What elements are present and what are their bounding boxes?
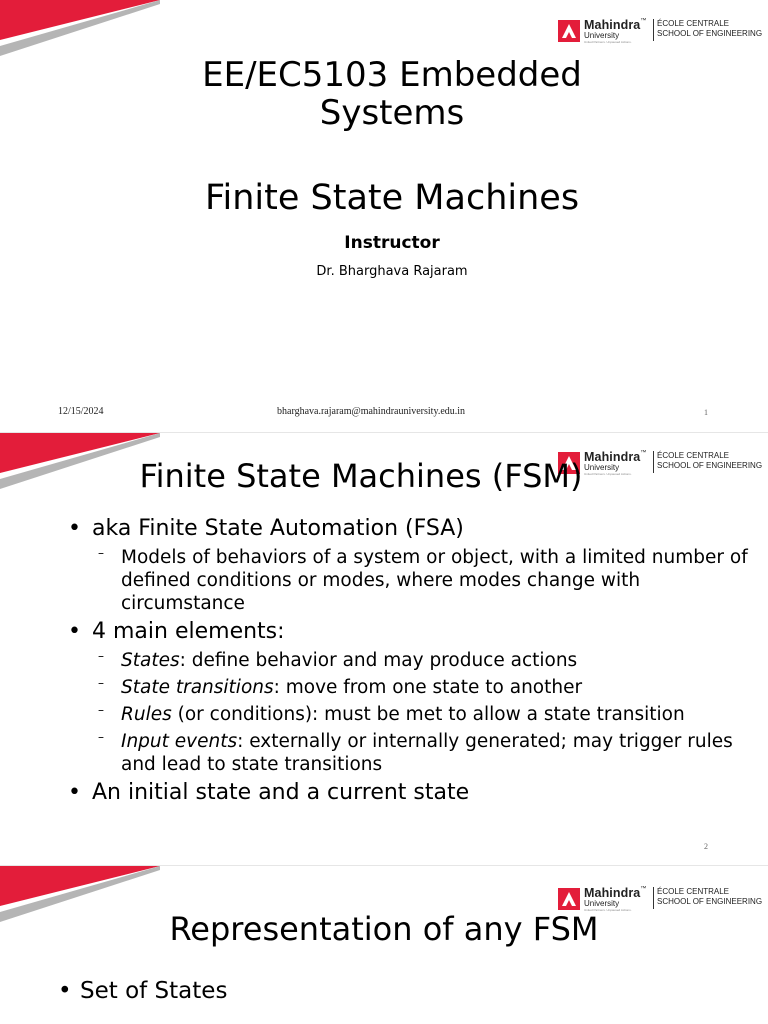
sub-list-item: – Input events: externally or internally generated; may trigger rules and lead to state transitions xyxy=(92,730,748,776)
logo-brand: Mahindra™ xyxy=(584,886,647,900)
logo-tagline: United Partners. Unpaused Actions. xyxy=(584,908,632,912)
sub-list-item: – Models of behaviors of a system or object, with a limited number of defined conditions or modes, where modes change with circumstance xyxy=(92,546,748,615)
slide-1 xyxy=(0,0,768,432)
sub-list-item: – Rules (or conditions): must be met to allow a state transition xyxy=(92,703,748,726)
logo-university: University xyxy=(584,31,620,40)
logo-divider xyxy=(653,887,654,909)
logo-brand: Mahindra™ xyxy=(584,450,647,464)
slide-title: Finite State Machines (FSM) xyxy=(139,457,583,495)
dash-icon: – xyxy=(98,676,104,690)
list-item: • 4 main elements: – States: define behavior and may produce actions – State transitions: move from one state to another – Rules (or conditions): must be met to allow a state transition – Input events: externally or internally generated; may trigger rules and lead to state transitions xyxy=(68,619,748,776)
logo-university: University xyxy=(584,463,620,472)
mahindra-logo-icon xyxy=(558,20,580,42)
footer-date: 12/15/2024 xyxy=(58,406,104,417)
list-item: • An initial state and a current state xyxy=(68,780,470,805)
logo-tagline: United Partners. Unpaused Actions. xyxy=(584,40,632,44)
instructor-name: Dr. Bharghava Rajaram xyxy=(316,264,468,279)
course-title: EE/EC5103 Embedded Systems xyxy=(202,55,582,133)
bullet-icon: • xyxy=(58,978,72,1004)
sub-list xyxy=(92,649,748,776)
logo-university: University xyxy=(584,899,620,908)
logo-brand: Mahindra™ xyxy=(584,18,647,32)
corner-red-stripe xyxy=(0,866,160,906)
dash-icon: – xyxy=(98,546,104,560)
corner-red-stripe xyxy=(0,0,160,40)
lecture-title: Finite State Machines xyxy=(204,178,580,218)
sub-list-item: – State transitions: move from one state to another xyxy=(92,676,748,699)
university-logo xyxy=(558,16,763,46)
slide-3 xyxy=(0,866,768,1024)
list-item: • Set of States xyxy=(58,978,228,1004)
instructor-label: Instructor xyxy=(344,233,440,253)
bullet-icon: • xyxy=(68,780,81,805)
dash-icon: – xyxy=(98,730,104,744)
logo-divider xyxy=(653,19,654,41)
corner-decoration xyxy=(0,0,160,60)
slide-2 xyxy=(0,433,768,865)
list-item: • aka Finite State Automation (FSA) – Models of behaviors of a system or object, with a limited number of defined conditions or modes, where modes change with circumstance xyxy=(68,516,748,614)
page-number: 2 xyxy=(704,842,708,851)
dash-icon: – xyxy=(98,649,104,663)
bullet-list xyxy=(68,516,748,808)
logo-tagline: United Partners. Unpaused Actions. xyxy=(584,472,632,476)
mahindra-logo-icon xyxy=(558,888,580,910)
sub-list-item: – States: define behavior and may produce actions xyxy=(92,649,748,672)
bullet-icon: • xyxy=(68,516,81,541)
sub-list xyxy=(92,546,748,615)
logo-ecole: ÉCOLE CENTRALE SCHOOL OF ENGINEERING xyxy=(657,887,763,906)
page-number: 1 xyxy=(704,408,708,417)
slide-title: Representation of any FSM xyxy=(169,910,599,948)
footer-email: bharghava.rajaram@mahindrauniversity.edu.in xyxy=(277,406,466,417)
bullet-icon: • xyxy=(68,619,81,644)
logo-ecole: ÉCOLE CENTRALE SCHOOL OF ENGINEERING xyxy=(657,451,763,470)
dash-icon: – xyxy=(98,703,104,717)
logo-ecole: ÉCOLE CENTRALE SCHOOL OF ENGINEERING xyxy=(657,19,763,38)
